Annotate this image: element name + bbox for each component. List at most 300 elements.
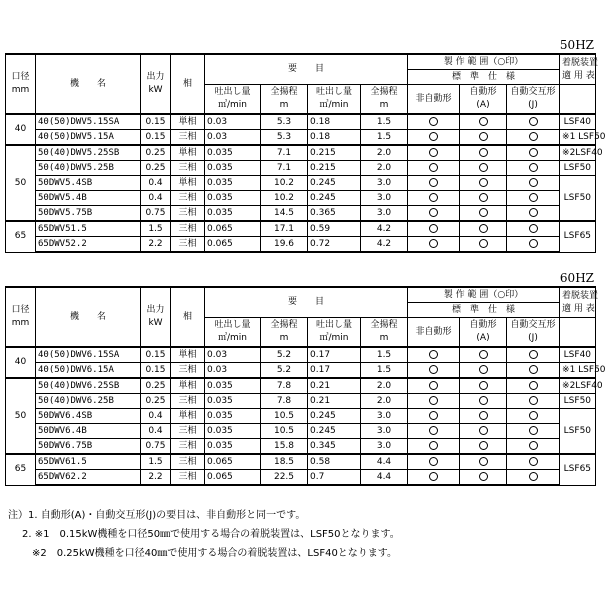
phase-value: 三相 — [171, 161, 205, 176]
output-value: 0.4 — [141, 191, 171, 206]
detach-label-2: 適 用 表 — [562, 303, 595, 314]
circle-non-auto — [408, 145, 460, 161]
output-value: 0.25 — [141, 161, 171, 176]
header-std-group: 標 準 仕 様 — [408, 303, 560, 318]
discharge-50mm: 0.03 — [205, 363, 261, 379]
phase-value: 三相 — [171, 363, 205, 379]
output-label: 出力 — [146, 72, 165, 82]
circle-mark-icon — [479, 132, 488, 141]
header-head — [361, 318, 408, 348]
discharge-50mm: 0.035 — [205, 145, 261, 161]
table-row — [6, 394, 596, 409]
discharge-max: 0.245 — [308, 176, 361, 191]
circle-auto-alt — [507, 347, 560, 363]
header-output — [141, 54, 171, 114]
discharge-50mm: 0.035 — [205, 394, 261, 409]
head-50mm: 7.8 — [261, 394, 308, 409]
discharge-unit: ㎥/min — [217, 333, 247, 343]
footnotes — [8, 506, 400, 563]
detach-value: LSF50 — [560, 161, 596, 176]
circle-mark-icon — [479, 193, 488, 202]
circle-non-auto — [408, 454, 460, 470]
discharge-50mm: 0.03 — [205, 114, 261, 130]
discharge-max: 0.365 — [308, 206, 361, 222]
head-max: 3.0 — [361, 206, 408, 222]
head-50mm: 19.6 — [261, 237, 308, 253]
circle-non-auto — [408, 347, 460, 363]
detach-value: LSF50 — [560, 394, 596, 409]
circle-mark-icon — [479, 411, 488, 420]
header-discharge — [205, 85, 261, 115]
detach-value: ※2LSF40 — [560, 145, 596, 161]
discharge-50mm: 0.03 — [205, 347, 261, 363]
discharge-max: 0.17 — [308, 363, 361, 379]
table-row — [6, 237, 596, 253]
header-spec-group: 要 目 — [205, 54, 408, 85]
model-name: 50(40)DWV6.25B — [36, 394, 141, 409]
discharge-50mm: 0.035 — [205, 409, 261, 424]
circle-non-auto — [408, 378, 460, 394]
bore-label: 口径 — [11, 305, 30, 315]
auto-alt-label: 自動交互形 — [510, 87, 556, 97]
output-value: 0.4 — [141, 424, 171, 439]
header-detach-blank — [560, 318, 596, 348]
head-50mm: 15.8 — [261, 439, 308, 455]
header-range-group: 製 作 範 囲（○印） — [408, 54, 560, 70]
circle-mark-icon — [429, 163, 438, 172]
phase-value: 単相 — [171, 114, 205, 130]
circle-mark-icon — [529, 148, 538, 157]
discharge-50mm: 0.03 — [205, 130, 261, 146]
discharge-label: 吐出し量 — [315, 320, 352, 330]
phase-value: 単相 — [171, 145, 205, 161]
head-max: 2.0 — [361, 378, 408, 394]
model-name: 50(40)DWV5.25B — [36, 161, 141, 176]
discharge-max: 0.215 — [308, 161, 361, 176]
model-name: 50DWV5.75B — [36, 206, 141, 222]
header-bore — [6, 287, 36, 347]
head-max: 3.0 — [361, 409, 408, 424]
model-name: 40(50)DWV5.15SA — [36, 114, 141, 130]
auto-alt-unit: (J) — [528, 100, 538, 110]
head-max: 2.0 — [361, 161, 408, 176]
model-name: 50DWV5.4SB — [36, 176, 141, 191]
circle-mark-icon — [529, 239, 538, 248]
header-auto-alt — [507, 318, 560, 348]
phase-value: 三相 — [171, 130, 205, 146]
phase-value: 三相 — [171, 237, 205, 253]
header-detach — [560, 287, 599, 318]
circle-auto-alt — [507, 145, 560, 161]
freq-label-50hz: 50HZ — [559, 38, 594, 52]
note-2: 2. ※1 0.15kW機種を口径50㎜で使用する場合の着脱装置は、LSF50となります。 — [22, 529, 400, 540]
circle-auto — [460, 206, 507, 222]
circle-auto — [460, 363, 507, 379]
circle-non-auto — [408, 439, 460, 455]
head-50mm: 17.1 — [261, 221, 308, 237]
detach-label-2: 適 用 表 — [562, 70, 595, 81]
head-50mm: 5.2 — [261, 347, 308, 363]
detach-value: LSF40 — [560, 347, 596, 363]
discharge-50mm: 0.065 — [205, 454, 261, 470]
discharge-50mm: 0.065 — [205, 221, 261, 237]
circle-mark-icon — [529, 396, 538, 405]
detach-value: LSF40 — [560, 114, 596, 130]
head-label: 全揚程 — [270, 87, 298, 97]
circle-non-auto — [408, 161, 460, 176]
output-unit: kW — [148, 85, 163, 95]
discharge-50mm: 0.035 — [205, 424, 261, 439]
auto-alt-unit: (J) — [528, 333, 538, 343]
output-value: 1.5 — [141, 221, 171, 237]
circle-non-auto — [408, 237, 460, 253]
header-head — [361, 85, 408, 115]
head-50mm: 10.5 — [261, 424, 308, 439]
head-unit: m — [279, 333, 289, 343]
discharge-label: 吐出し量 — [214, 320, 251, 330]
spec-table-50hz — [5, 53, 606, 253]
circle-auto-alt — [507, 394, 560, 409]
header-auto — [460, 318, 507, 348]
circle-non-auto — [408, 470, 460, 486]
circle-mark-icon — [429, 365, 438, 374]
head-unit: m — [379, 100, 389, 110]
discharge-max: 0.59 — [308, 221, 361, 237]
head-50mm: 7.8 — [261, 378, 308, 394]
table-row — [6, 114, 596, 130]
circle-auto — [460, 221, 507, 237]
circle-non-auto — [408, 130, 460, 146]
phase-value: 三相 — [171, 454, 205, 470]
phase-value: 単相 — [171, 176, 205, 191]
circle-auto — [460, 114, 507, 130]
table-row — [6, 454, 596, 470]
circle-mark-icon — [429, 178, 438, 187]
phase-value: 三相 — [171, 470, 205, 486]
head-50mm: 7.1 — [261, 161, 308, 176]
discharge-max: 0.7 — [308, 470, 361, 486]
circle-mark-icon — [529, 224, 538, 233]
discharge-50mm: 0.035 — [205, 378, 261, 394]
circle-auto-alt — [507, 378, 560, 394]
header-spec-group: 要 目 — [205, 287, 408, 318]
circle-non-auto — [408, 206, 460, 222]
discharge-label: 吐出し量 — [214, 87, 251, 97]
head-50mm: 10.2 — [261, 191, 308, 206]
output-value: 0.15 — [141, 347, 171, 363]
head-max: 4.4 — [361, 454, 408, 470]
discharge-label: 吐出し量 — [315, 87, 352, 97]
circle-non-auto — [408, 221, 460, 237]
auto-alt-label: 自動交互形 — [510, 320, 556, 330]
head-50mm: 10.2 — [261, 176, 308, 191]
circle-mark-icon — [429, 132, 438, 141]
circle-auto — [460, 454, 507, 470]
circle-mark-icon — [529, 365, 538, 374]
discharge-50mm: 0.035 — [205, 176, 261, 191]
circle-auto-alt — [507, 114, 560, 130]
circle-mark-icon — [529, 178, 538, 187]
head-max: 3.0 — [361, 424, 408, 439]
circle-mark-icon — [529, 132, 538, 141]
circle-mark-icon — [529, 457, 538, 466]
bore-value: 50 — [6, 145, 36, 221]
circle-mark-icon — [479, 239, 488, 248]
circle-auto-alt — [507, 176, 560, 191]
table-row — [6, 424, 596, 439]
circle-mark-icon — [479, 178, 488, 187]
table-row — [6, 176, 596, 191]
head-max: 4.2 — [361, 221, 408, 237]
head-50mm: 22.5 — [261, 470, 308, 486]
bore-unit: mm — [11, 318, 30, 328]
circle-auto-alt — [507, 221, 560, 237]
circle-mark-icon — [429, 224, 438, 233]
circle-mark-icon — [479, 208, 488, 217]
circle-mark-icon — [479, 426, 488, 435]
circle-mark-icon — [429, 396, 438, 405]
table-row — [6, 145, 596, 161]
output-value: 2.2 — [141, 470, 171, 486]
discharge-unit: ㎥/min — [217, 100, 247, 110]
circle-mark-icon — [429, 239, 438, 248]
phase-value: 単相 — [171, 378, 205, 394]
output-value: 0.15 — [141, 130, 171, 146]
output-value: 1.5 — [141, 454, 171, 470]
circle-auto — [460, 161, 507, 176]
discharge-max: 0.18 — [308, 114, 361, 130]
note-1: 注）1. 自動形(A)・自動交互形(J)の要目は、非自動形と同一です。 — [8, 510, 306, 521]
discharge-max: 0.245 — [308, 424, 361, 439]
head-max: 3.0 — [361, 191, 408, 206]
head-max: 2.0 — [361, 145, 408, 161]
output-value: 0.25 — [141, 145, 171, 161]
table-row — [6, 161, 596, 176]
head-max: 4.2 — [361, 237, 408, 253]
circle-mark-icon — [429, 350, 438, 359]
circle-auto-alt — [507, 454, 560, 470]
header-auto — [460, 85, 507, 115]
bore-value: 40 — [6, 347, 36, 378]
detach-value: LSF65 — [560, 454, 596, 485]
header-phase: 相 — [171, 287, 205, 347]
header-range-group: 製 作 範 囲（○印） — [408, 287, 560, 303]
head-50mm: 18.5 — [261, 454, 308, 470]
circle-auto-alt — [507, 161, 560, 176]
circle-auto-alt — [507, 439, 560, 455]
header-model: 機 名 — [36, 54, 141, 114]
discharge-50mm: 0.065 — [205, 237, 261, 253]
discharge-max: 0.72 — [308, 237, 361, 253]
circle-mark-icon — [479, 117, 488, 126]
discharge-max: 0.17 — [308, 347, 361, 363]
detach-value: ※1 LSF50 — [560, 363, 596, 379]
circle-mark-icon — [429, 117, 438, 126]
head-max: 4.4 — [361, 470, 408, 486]
circle-mark-icon — [479, 457, 488, 466]
model-name: 50DWV6.4SB — [36, 409, 141, 424]
model-name: 65DWV51.5 — [36, 221, 141, 237]
circle-mark-icon — [479, 381, 488, 390]
detach-value: LSF50 — [560, 409, 596, 455]
phase-value: 単相 — [171, 409, 205, 424]
phase-value: 三相 — [171, 424, 205, 439]
circle-mark-icon — [429, 472, 438, 481]
phase-value: 三相 — [171, 394, 205, 409]
circle-auto — [460, 145, 507, 161]
header-output — [141, 287, 171, 347]
circle-auto — [460, 409, 507, 424]
bore-value: 50 — [6, 378, 36, 454]
circle-mark-icon — [429, 208, 438, 217]
head-unit: m — [379, 333, 389, 343]
circle-mark-icon — [479, 472, 488, 481]
model-name: 50DWV5.4B — [36, 191, 141, 206]
head-50mm: 7.1 — [261, 145, 308, 161]
circle-mark-icon — [479, 148, 488, 157]
phase-value: 単相 — [171, 347, 205, 363]
circle-auto — [460, 130, 507, 146]
circle-auto-alt — [507, 363, 560, 379]
discharge-max: 0.18 — [308, 130, 361, 146]
circle-mark-icon — [529, 163, 538, 172]
detach-value: LSF50 — [560, 176, 596, 222]
model-name: 65DWV61.5 — [36, 454, 141, 470]
circle-non-auto — [408, 409, 460, 424]
detach-value: ※2LSF40 — [560, 378, 596, 394]
discharge-max: 0.215 — [308, 145, 361, 161]
head-label: 全揚程 — [370, 87, 398, 97]
circle-mark-icon — [479, 396, 488, 405]
header-discharge — [308, 85, 361, 115]
circle-auto — [460, 439, 507, 455]
head-50mm: 10.5 — [261, 409, 308, 424]
head-unit: m — [279, 100, 289, 110]
circle-mark-icon — [429, 411, 438, 420]
output-value: 0.4 — [141, 409, 171, 424]
table-row — [6, 363, 596, 379]
discharge-50mm: 0.035 — [205, 439, 261, 455]
bore-value: 65 — [6, 221, 36, 252]
discharge-unit: ㎥/min — [319, 333, 349, 343]
circle-auto — [460, 347, 507, 363]
header-non-auto: 非自動形 — [408, 318, 460, 348]
circle-auto-alt — [507, 191, 560, 206]
spec-table-60hz — [5, 286, 606, 486]
circle-auto — [460, 191, 507, 206]
output-value: 0.15 — [141, 363, 171, 379]
circle-auto-alt — [507, 424, 560, 439]
header-std-group: 標 準 仕 様 — [408, 70, 560, 85]
model-name: 50DWV6.4B — [36, 424, 141, 439]
circle-mark-icon — [529, 381, 538, 390]
circle-mark-icon — [429, 148, 438, 157]
model-name: 40(50)DWV5.15A — [36, 130, 141, 146]
phase-value: 三相 — [171, 206, 205, 222]
discharge-50mm: 0.035 — [205, 161, 261, 176]
circle-mark-icon — [479, 224, 488, 233]
circle-non-auto — [408, 424, 460, 439]
circle-mark-icon — [429, 441, 438, 450]
auto-unit: (A) — [476, 100, 490, 110]
head-label: 全揚程 — [270, 320, 298, 330]
head-max: 1.5 — [361, 114, 408, 130]
bore-label: 口径 — [11, 72, 30, 82]
circle-auto — [460, 237, 507, 253]
discharge-max: 0.21 — [308, 394, 361, 409]
output-value: 2.2 — [141, 237, 171, 253]
auto-unit: (A) — [476, 333, 490, 343]
circle-mark-icon — [529, 117, 538, 126]
bore-value: 40 — [6, 114, 36, 145]
table-row — [6, 409, 596, 424]
circle-mark-icon — [529, 472, 538, 481]
bore-unit: mm — [11, 85, 30, 95]
header-head — [261, 85, 308, 115]
circle-mark-icon — [529, 441, 538, 450]
circle-auto-alt — [507, 206, 560, 222]
model-name: 50(40)DWV6.25SB — [36, 378, 141, 394]
phase-value: 三相 — [171, 191, 205, 206]
circle-mark-icon — [429, 193, 438, 202]
head-max: 3.0 — [361, 439, 408, 455]
table-row — [6, 206, 596, 222]
auto-label: 自動形 — [469, 87, 497, 97]
output-value: 0.75 — [141, 206, 171, 222]
header-detach-blank — [560, 85, 596, 115]
circle-mark-icon — [529, 411, 538, 420]
output-value: 0.15 — [141, 114, 171, 130]
phase-value: 三相 — [171, 439, 205, 455]
circle-mark-icon — [429, 457, 438, 466]
head-max: 3.0 — [361, 176, 408, 191]
detach-label-1: 着脱装置 — [562, 57, 599, 68]
circle-auto — [460, 176, 507, 191]
header-bore — [6, 54, 36, 114]
circle-auto-alt — [507, 470, 560, 486]
output-label: 出力 — [146, 305, 165, 315]
header-discharge — [205, 318, 261, 348]
circle-auto — [460, 394, 507, 409]
circle-auto — [460, 470, 507, 486]
head-max: 2.0 — [361, 394, 408, 409]
circle-non-auto — [408, 114, 460, 130]
head-max: 1.5 — [361, 363, 408, 379]
circle-non-auto — [408, 394, 460, 409]
circle-mark-icon — [479, 441, 488, 450]
header-auto-alt — [507, 85, 560, 115]
model-name: 65DWV62.2 — [36, 470, 141, 486]
model-name: 65DWV52.2 — [36, 237, 141, 253]
output-value: 0.75 — [141, 439, 171, 455]
table-row — [6, 191, 596, 206]
discharge-max: 0.58 — [308, 454, 361, 470]
auto-label: 自動形 — [469, 320, 497, 330]
head-max: 1.5 — [361, 347, 408, 363]
header-head — [261, 318, 308, 348]
table-row — [6, 378, 596, 394]
discharge-max: 0.21 — [308, 378, 361, 394]
discharge-unit: ㎥/min — [319, 100, 349, 110]
model-name: 50(40)DWV5.25SB — [36, 145, 141, 161]
circle-auto-alt — [507, 130, 560, 146]
circle-non-auto — [408, 363, 460, 379]
header-non-auto: 非自動形 — [408, 85, 460, 115]
head-50mm: 5.3 — [261, 130, 308, 146]
table-row — [6, 470, 596, 486]
detach-value: ※1 LSF50 — [560, 130, 596, 146]
circle-mark-icon — [529, 426, 538, 435]
